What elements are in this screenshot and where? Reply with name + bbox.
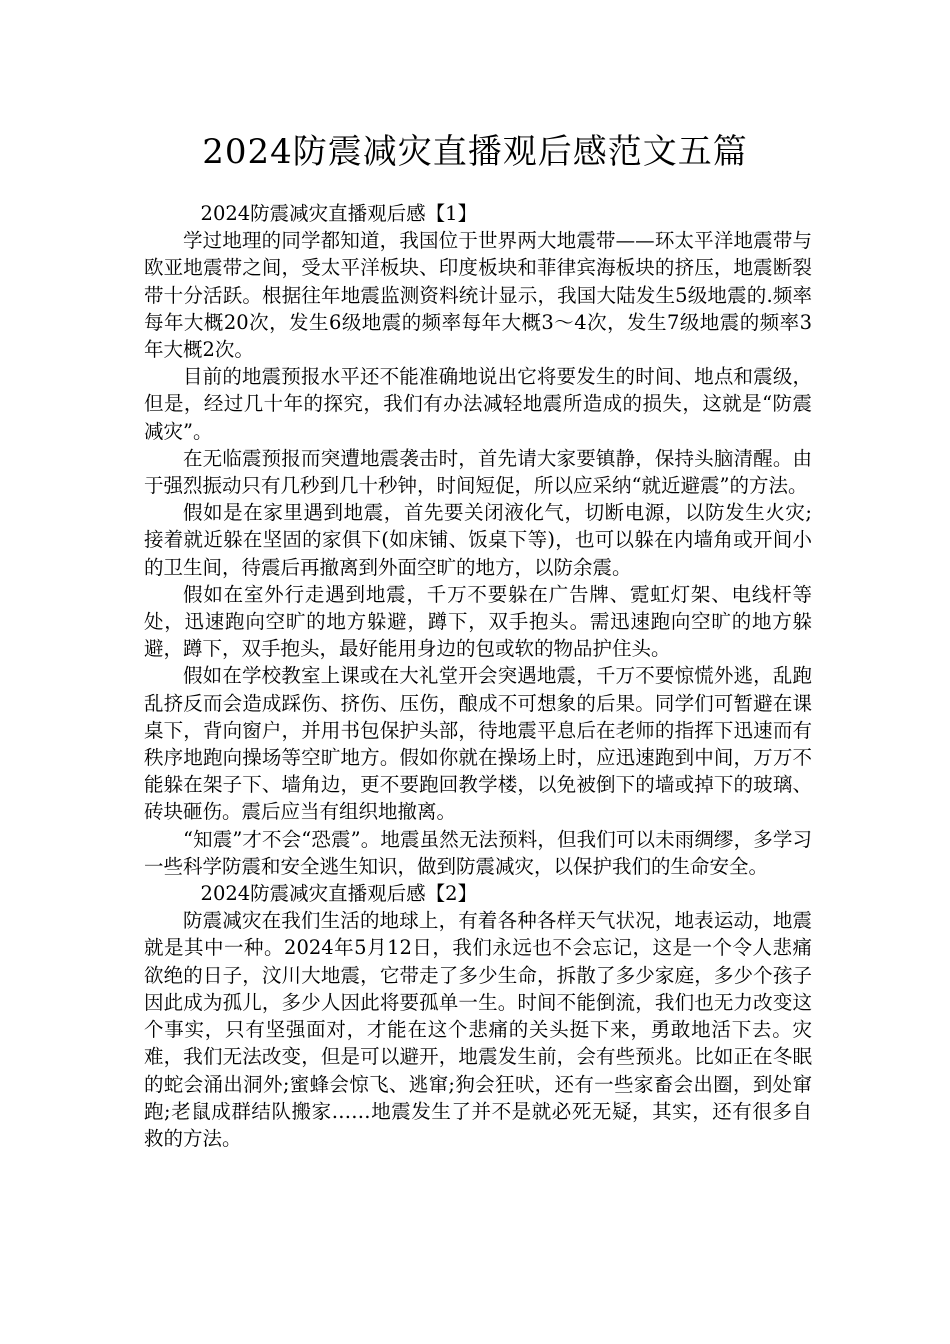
paragraph: 假如是在家里遇到地震，首先要关闭液化气，切断电源，以防发生火灾;接着就近躲在坚固的家俱下(如床铺、饭桌下等)，也可以躲在内墙角或开间小的卫生间，待震后再撤离到外面空旷的地方，以防余震。 bbox=[144, 501, 812, 579]
document-title: 2024防震减灾直播观后感范文五篇 bbox=[202, 132, 748, 172]
section-heading-2: 2024防震减灾直播观后感【2】 bbox=[200, 882, 478, 906]
paragraph: 目前的地震预报水平还不能准确地说出它将要发生的时间、地点和震级，但是，经过几十年的探究，我们有办法减轻地震所造成的损失，这就是“防震减灾”。 bbox=[144, 365, 812, 443]
paragraph: 学过地理的同学都知道，我国位于世界两大地震带——环太平洋地震带与欧亚地震带之间，受太平洋板块、印度板块和菲律宾海板块的挤压，地震断裂带十分活跃。根据往年地震监测资料统计显示，我国大陆发生5级地震的.频率每年大概20次，发生6级地震的频率每年大概3～4次，发生7级地震的频率3年大概2次。 bbox=[144, 229, 812, 362]
paragraph: 防震减灾在我们生活的地球上，有着各种各样天气状况，地表运动，地震就是其中一种。2024年5月12日，我们永远也不会忘记，这是一个令人悲痛欲绝的日子，汶川大地震，它带走了多少生命，拆散了多少家庭，多少个孩子因此成为孤儿，多少人因此将要孤单一生。时间不能倒流，我们也无力改变这个事实，只有坚强面对，才能在这个悲痛的关头挺下来，勇敢地活下去。灾难，我们无法改变，但是可以避开，地震发生前，会有些预兆。比如正在冬眠的蛇会涌出洞外;蜜蜂会惊飞、逃窜;狗会狂吠，还有一些家畜会出圈，到处窜跑;老鼠成群结队搬家……地震发生了并不是就必死无疑，其实，还有很多自救的方法。 bbox=[144, 909, 812, 1150]
paragraph: “知震”才不会“恐震”。地震虽然无法预料，但我们可以未雨绸缪，多学习一些科学防震和安全逃生知识，做到防震减灾，以保护我们的生命安全。 bbox=[144, 827, 812, 878]
paragraph: 在无临震预报而突遭地震袭击时，首先请大家要镇静，保持头脑清醒。由于强烈振动只有几秒到几十秒钟，时间短促，所以应采纳“就近避震”的方法。 bbox=[144, 446, 812, 498]
paragraph: 假如在学校教室上课或在大礼堂开会突遇地震，千万不要惊慌外逃，乱跑乱挤反而会造成踩伤、挤伤、压伤，酿成不可想象的后果。同学们可暂避在课桌下，背向窗户，并用书包保护头部，待地震平息后在老师的指挥下迅速而有秩序地跑向操场等空旷地方。假如你就在操场上时，应迅速跑到中间，万万不能躲在架子下、墙角边，更不要跑回教学楼，以免被倒下的墙或掉下的玻璃、砖块砸伤。震后应当有组织地撤离。 bbox=[144, 664, 812, 824]
document-body bbox=[144, 200, 812, 1152]
paragraph: 假如在室外行走遇到地震，千万不要躲在广告牌、霓虹灯架、电线杆等处，迅速跑向空旷的地方躲避，蹲下，双手抱头。需迅速跑向空旷的地方躲避，蹲下，双手抱头，最好能用身边的包或软的物品护住头。 bbox=[144, 582, 812, 661]
section-heading-1: 2024防震减灾直播观后感【1】 bbox=[200, 202, 478, 225]
